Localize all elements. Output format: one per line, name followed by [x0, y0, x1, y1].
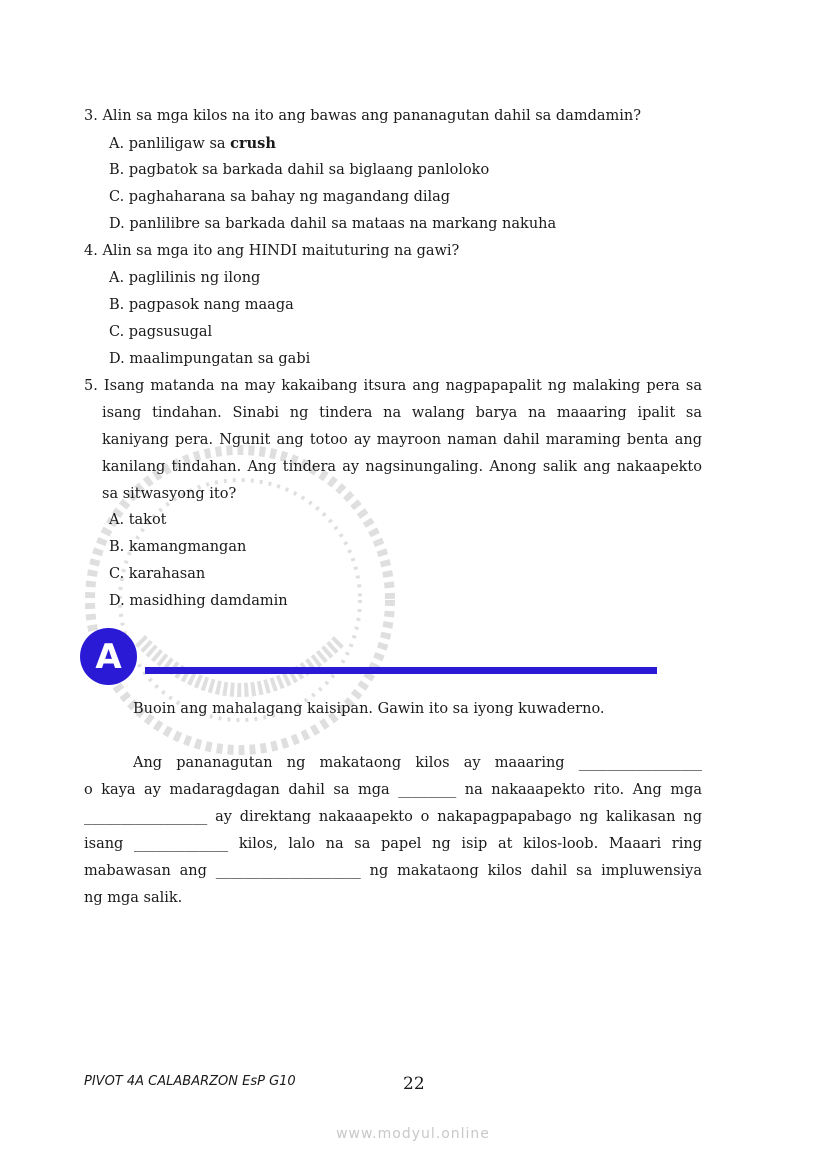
question-4-option-b: B. pagpasok nang maaga — [109, 297, 294, 313]
fill-paragraph-line-3: _________________ ay direktang nakaaapekto o nakapagpapabago ng kalikasan ng — [84, 809, 702, 825]
fill-paragraph-line-5: mabawasan ang ____________________ ng makataong kilos dahil sa impluwensiya — [84, 863, 702, 879]
question-4-option-c: C. pagsusugal — [109, 324, 213, 340]
question-3-option-a — [109, 135, 276, 152]
question-4-option-d: D. maalimpungatan sa gabi — [109, 351, 311, 367]
section-badge: A — [80, 628, 137, 685]
section-divider-bar — [145, 667, 657, 674]
option-a-text: A. panliligaw sa — [109, 136, 231, 152]
question-5-line-3: kaniyang pera. Ngunit ang totoo ay mayroon naman dahil maraming benta ang — [102, 432, 702, 448]
question-5-line-1: 5. Isang matanda na may kakaibang itsura ang nagpapapalit ng malaking pera sa — [84, 378, 702, 394]
question-5-line-5: sa sitwasyong ito? — [102, 486, 237, 502]
question-4-option-a: A. paglilinis ng ilong — [109, 270, 261, 286]
fill-paragraph-line-4: isang _____________ kilos, lalo na sa papel ng isip at kilos-loob. Maaari ring — [84, 836, 702, 852]
option-a-bold: crush — [230, 135, 276, 152]
question-3-option-b: B. pagbatok sa barkada dahil sa biglaang panloloko — [109, 162, 490, 178]
question-5-line-2: isang tindahan. Sinabi ng tindera na walang barya na maaaring ipalit sa — [102, 405, 702, 421]
question-5-option-c: C. karahasan — [109, 566, 206, 582]
question-5-option-d: D. masidhing damdamin — [109, 593, 288, 609]
question-4-stem: 4. Alin sa mga ito ang HINDI maituturing na gawi? — [84, 243, 460, 259]
page-number: 22 — [403, 1074, 425, 1094]
question-3-option-d: D. panlilibre sa barkada dahil sa mataas na markang nakuha — [109, 216, 557, 232]
site-watermark-text: www.modyul.online — [336, 1126, 490, 1142]
fill-paragraph-line-2: o kaya ay madaragdagan dahil sa mga ________ na nakaaapekto rito. Ang mga — [84, 782, 702, 798]
fill-paragraph-line-1: Ang pananagutan ng makataong kilos ay maaaring _________________ — [133, 755, 702, 771]
fill-paragraph-line-6: ng mga salik. — [84, 890, 183, 906]
footer-title: PIVOT 4A CALABARZON EsP G10 — [84, 1074, 296, 1089]
question-3-option-c: C. paghaharana sa bahay ng magandang dilag — [109, 189, 451, 205]
question-5-line-4: kanilang tindahan. Ang tindera ay nagsinungaling. Anong salik ang nakaapekto — [102, 459, 702, 475]
section-instruction: Buoin ang mahalagang kaisipan. Gawin ito sa iyong kuwaderno. — [133, 701, 605, 717]
question-5-option-b: B. kamangmangan — [109, 539, 247, 555]
question-5-option-a: A. takot — [109, 512, 167, 528]
question-3-stem: 3. Alin sa mga kilos na ito ang bawas ang pananagutan dahil sa damdamin? — [84, 108, 642, 124]
